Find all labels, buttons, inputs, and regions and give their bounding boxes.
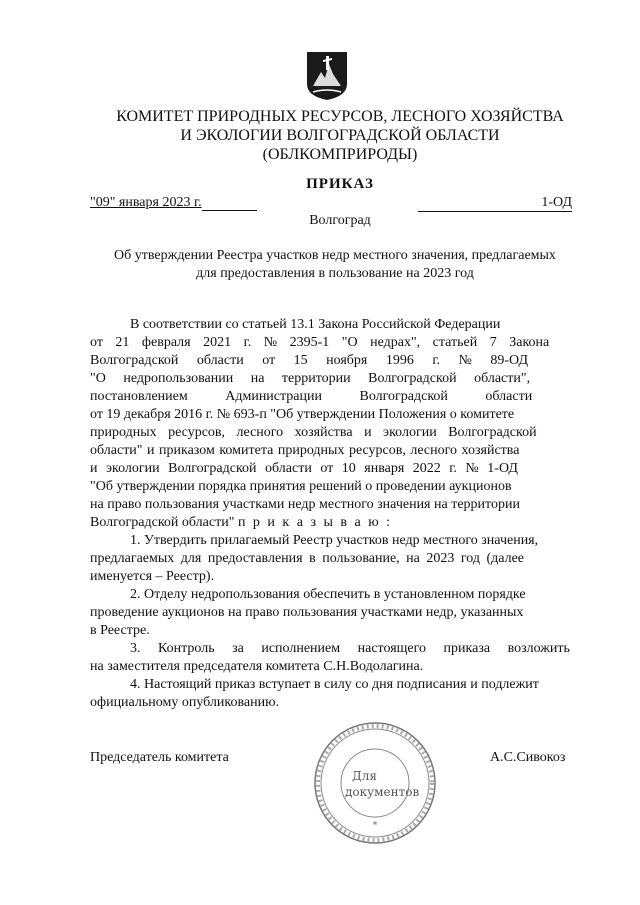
decree-word: п р и к а з ы в а ю :	[237, 515, 393, 530]
svg-text:Для: Для	[352, 769, 377, 783]
org-name-line-3: (ОБЛКОМПРИРОДЫ)	[262, 146, 418, 163]
document-subject	[85, 247, 585, 283]
subject-line-1: Об утверждении Реестра участков недр местного значения, предлагаемых	[114, 248, 556, 263]
document-title: ПРИКАЗ	[306, 176, 374, 192]
official-stamp	[312, 720, 438, 846]
signatory-name: А.С.Сивокоз	[490, 750, 566, 765]
item-4-line-1: 4. Настоящий приказ вступает в силу со дня подписания и подлежит	[130, 677, 539, 692]
item-2-line-2: проведение аукционов на право пользования участками недр, указанных	[90, 605, 524, 620]
document-number: 1-ОД	[418, 195, 572, 212]
svg-text:документов: документов	[345, 785, 420, 799]
item-1-line-2: предлагаемых для предоставления в пользование, на 2023 год (далее	[90, 551, 525, 566]
body-line-6: от 19 декабря 2016 г. № 693-п "Об утверждении Положения о комитете	[90, 407, 515, 422]
item-1-line-1: 1. Утвердить прилагаемый Реестр участков недр местного значения,	[130, 533, 539, 548]
body-line-12	[90, 514, 574, 532]
body-line-1: В соответствии со статьей 13.1 Закона Российской Федерации	[130, 317, 501, 332]
svg-text:*: *	[372, 821, 378, 831]
coat-of-arms-emblem	[305, 50, 349, 102]
document-city: Волгоград	[309, 213, 371, 228]
item-1-line-3: именуется – Реестр).	[90, 569, 215, 584]
date-text: "09" января 2023 г.	[90, 195, 202, 210]
body-line-2: от 21 февраля 2021 г. № 2395-1 "О недрах", статьей 7 Закона	[90, 335, 550, 350]
body-line-3: Волгоградской области от 15 ноября 1996 г. № 89-ОД	[90, 353, 529, 368]
body-line-9: и экологии Волгоградской области от 10 января 2022 г. № 1-ОД	[90, 461, 518, 476]
body-line-4: "О недропользовании на территории Волгоградской области",	[90, 371, 531, 386]
document-date	[90, 195, 257, 211]
body-line-8: области" и приказом комитета природных ресурсов, лесного хозяйства	[90, 443, 520, 458]
item-3-line-2: на заместителя председателя комитета С.Н.Водолагина.	[90, 659, 424, 674]
org-name-line-1: КОМИТЕТ ПРИРОДНЫХ РЕСУРСОВ, ЛЕСНОГО ХОЗЯЙСТВА	[116, 108, 564, 125]
body-line-10: "Об утверждении порядка принятия решений о проведении аукционов	[90, 479, 512, 494]
item-3-line-1: 3. Контроль за исполнением настоящего приказа возложить	[130, 641, 570, 656]
item-2-line-3: в Реестре.	[90, 623, 150, 638]
date-underline	[202, 196, 257, 211]
body-line-5: постановлением Администрации Волгоградской области	[90, 389, 533, 404]
signatory-position: Председатель комитета	[90, 750, 229, 765]
body-line-7: природных ресурсов, лесного хозяйства и экологии Волгоградской	[90, 425, 537, 440]
body-line-12-text: Волгоградской области"	[90, 515, 235, 530]
item-4-line-2: официальному опубликованию.	[90, 695, 280, 710]
subject-line-2: для предоставления в пользование на 2023 год	[196, 266, 474, 281]
body-line-11: на право пользования участками недр местного значения на территории	[90, 497, 520, 512]
item-2-line-1: 2. Отделу недропользования обеспечить в установленном порядке	[130, 587, 526, 602]
org-name-line-2: И ЭКОЛОГИИ ВОЛГОГРАДСКОЙ ОБЛАСТИ	[180, 127, 500, 144]
